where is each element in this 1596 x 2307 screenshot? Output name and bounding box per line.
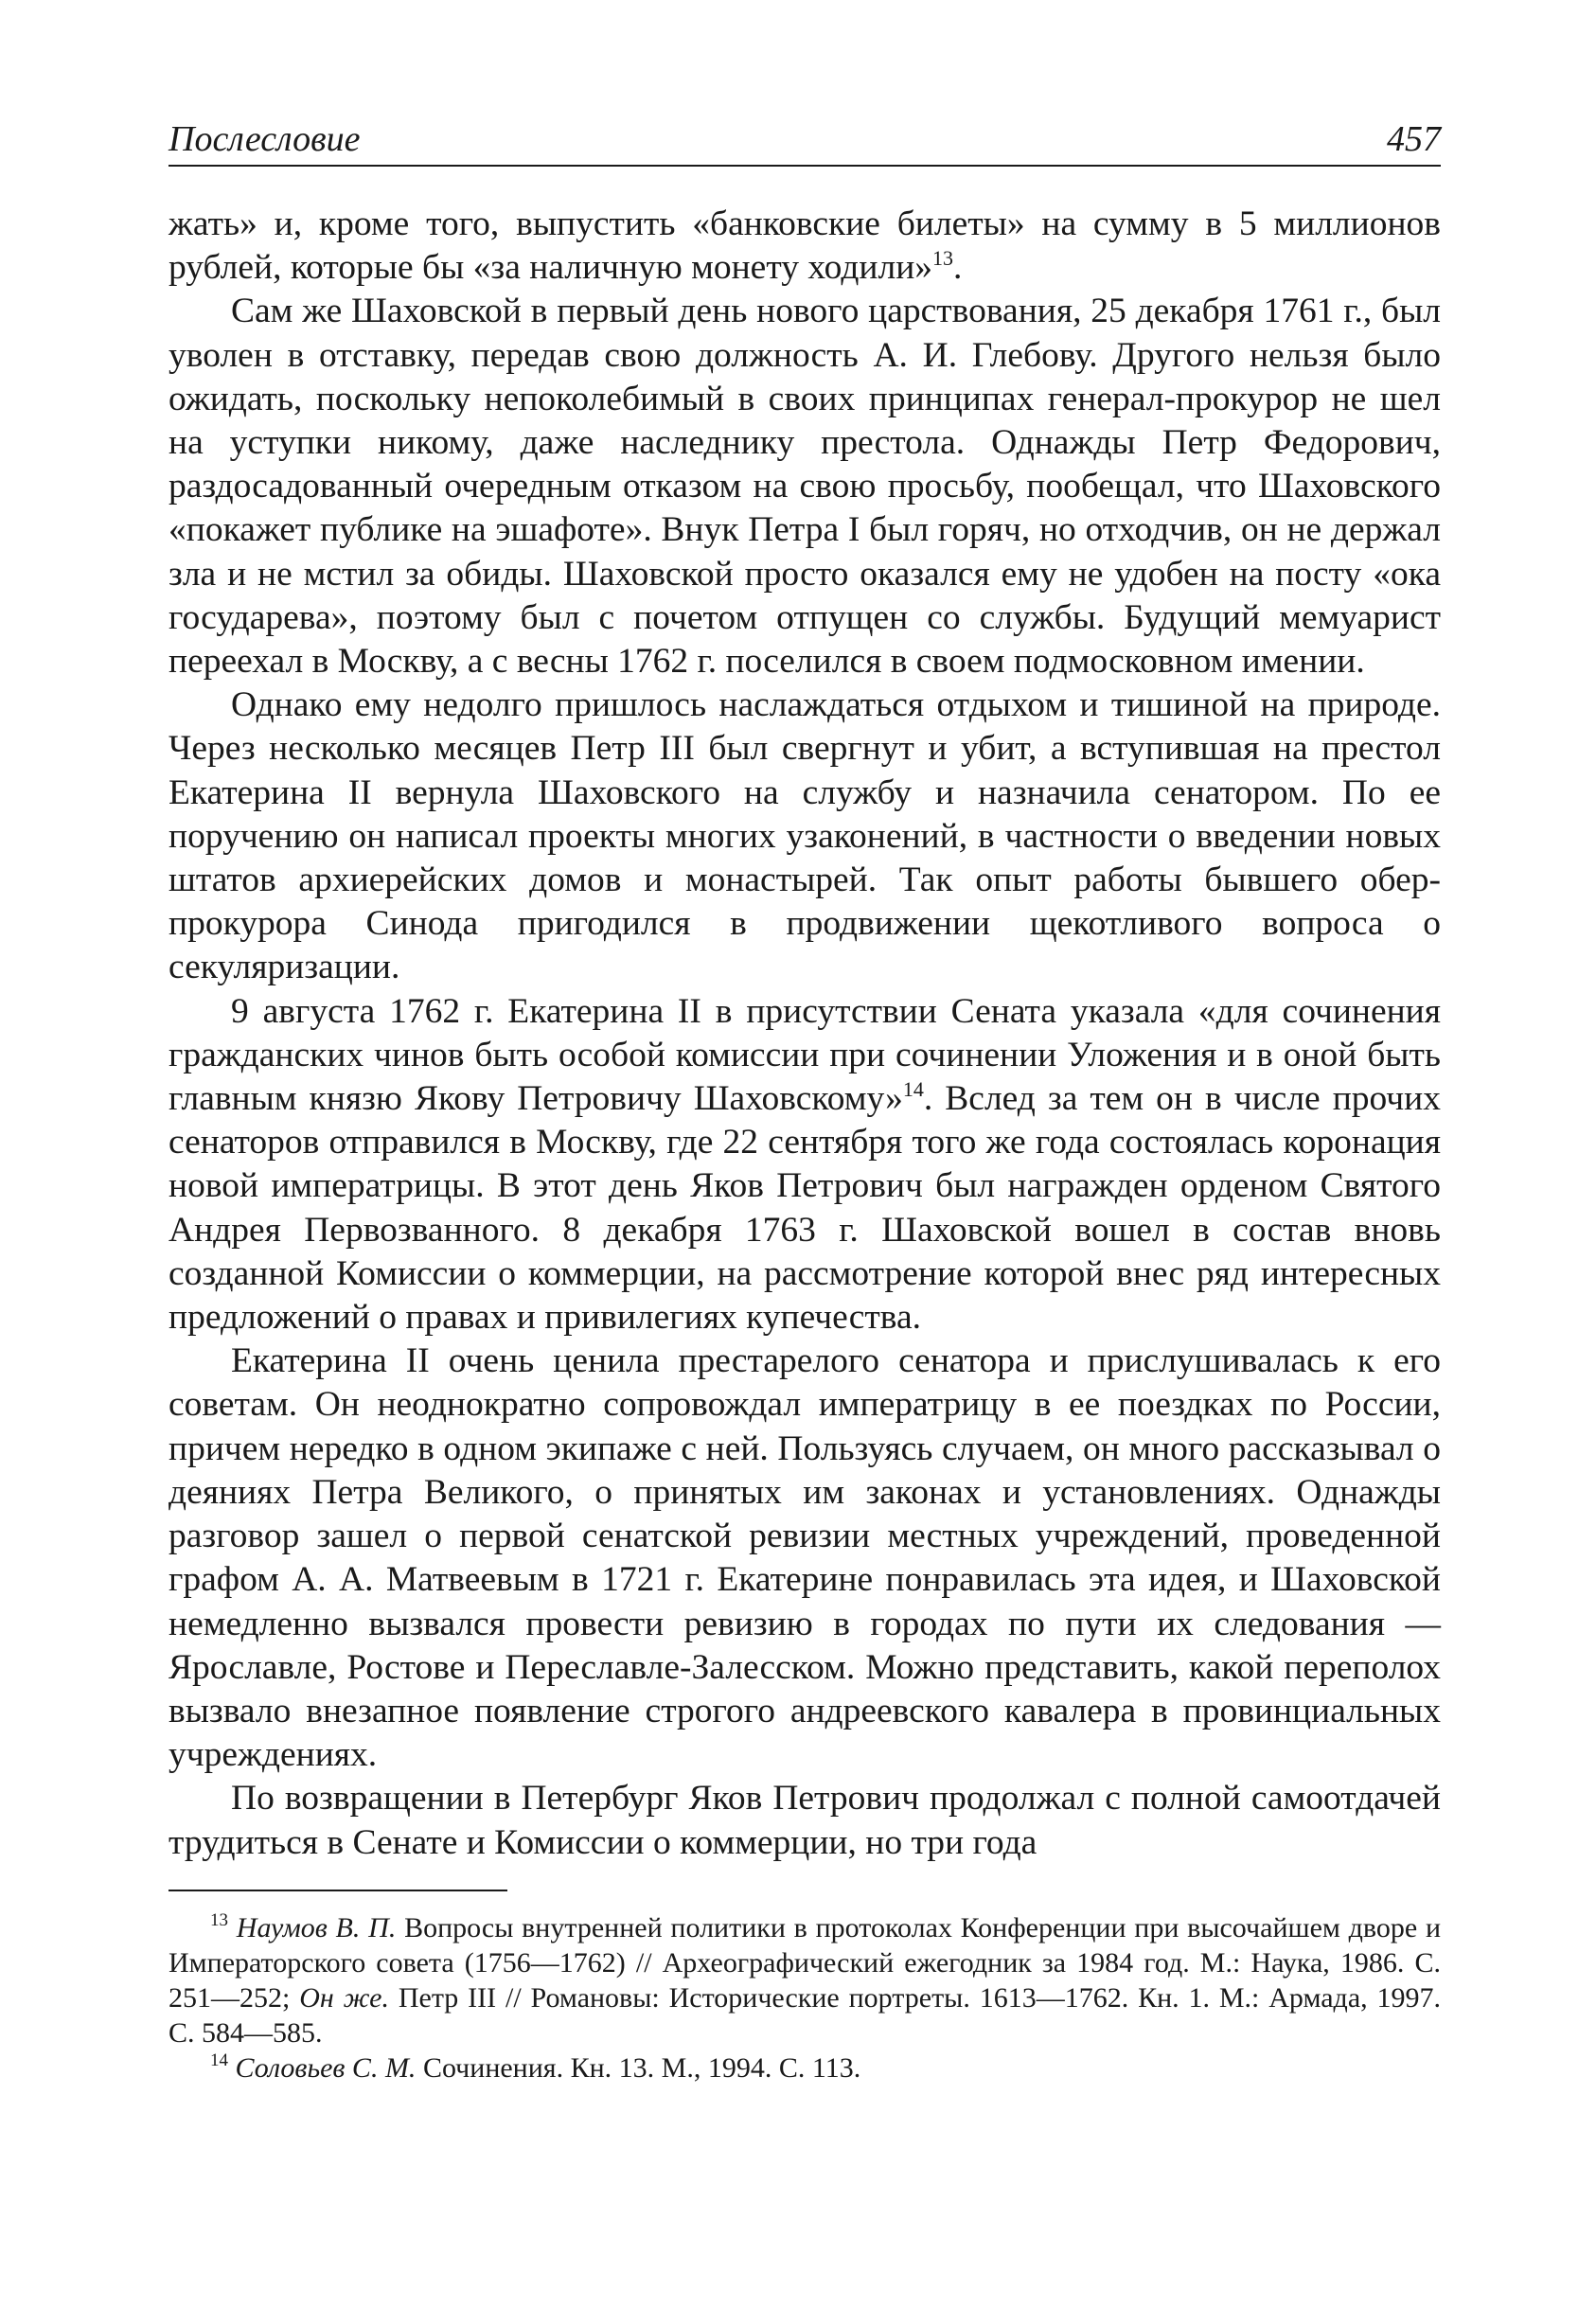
footnote-author: Соловьев С. М. <box>235 2051 417 2084</box>
footnote-author: Наумов В. П. <box>236 1911 397 1943</box>
running-header <box>168 121 1441 167</box>
section-title: Послесловие <box>168 119 361 159</box>
paragraph-continuation: жать» и, кроме того, выпустить «банковские билеты» на сумму в 5 миллионов рублей, которые бы «за наличную монету ходили»$^{13}$. <box>168 204 1441 288</box>
footnote-ref-13: 13 <box>932 246 954 271</box>
footnote-13: $^{13}$ Наумов В. П. Вопросы внутренней политики в протоколах Конференции при высочайшем дворе и Императорского совета (1756—1762) // Археографический ежегодник за 1984 год. М.: Наука, 1986. С. 251—252; Он же. Петр III // Романовы: Исторические портреты. 1613—1762. Кн. 1. М.: Армада, 1997. С. 584—585. <box>168 1909 1442 2049</box>
footnote-divider <box>168 1890 507 1891</box>
paragraph: 9 августа 1762 г. Екатерина II в присутствии Сената указала «для сочинения гражданских чинов быть особой комиссии при сочинении Уложения и в оной быть главным князю Якову Петровичу Шаховскому»$^{14}$. Вслед за тем он в числе прочих сенаторов отправился в Москву, где 22 сентября того же года состоялась коронация новой императрицы. В этот день Яков Петрович был награжден орденом Святого Андрея Первозванного. 8 декабря 1763 г. Шаховской вошел в состав вновь созданной Комиссии о коммерции, на рассмотрение которой внес ряд интересных предложений о правах и привилегиях купечества. <box>168 991 1441 1338</box>
page-number: 457 <box>1387 119 1441 159</box>
page <box>168 121 1441 2085</box>
body-text <box>168 203 1441 1865</box>
paragraph: Однако ему недолго пришлось наслаждаться отдыхом и тишиной на природе. Через несколько месяцев Петр III был свергнут и убит, а вступившая на престол Екатерина II вернула Шаховского на службу и назначила сенатором. По ее поручению он написал проекты многих узаконений, в частности о введении новых штатов архиерейских домов и монастырей. Так опыт работы бывшего обер-прокурора Синода пригодился в продвижении щекотливого вопроса о секуляризации. <box>168 685 1441 987</box>
paragraph: Сам же Шаховской в первый день нового царствования, 25 декабря 1761 г., был уволен в отставку, передав свою должность А. И. Глебову. Другого нельзя было ожидать, поскольку непоколебимый в своих принципах генерал-прокурор не шел на уступки никому, даже наследнику престола. Однажды Петр Федорович, раздосадованный очередным отказом на свою просьбу, пообещал, что Шаховского «покажет публике на эшафоте». Внук Петра I был горяч, но отходчив, он не держал зла и не мстил за обиды. Шаховской просто оказался ему не удобен на посту «ока государева», поэтому был с почетом отпущен со службы. Будущий мемуарист переехал в Москву, а с весны 1762 г. поселился в своем подмосковном имении. <box>168 292 1441 682</box>
footnote-author: Он же. <box>299 1981 389 2014</box>
footnote-ref-14: 14 <box>902 1077 924 1102</box>
paragraph: По возвращении в Петербург Яков Петрович продолжал с полной самоотдачей трудиться в Сенате и Комиссии о коммерции, но три года <box>168 1779 1441 1862</box>
footnote-14: $^{14}$ Соловьев С. М. Сочинения. Кн. 13. М., 1994. С. 113. <box>210 2050 861 2084</box>
footnotes <box>168 1910 1441 2085</box>
paragraph: Екатерина II очень ценила престарелого сенатора и прислушивалась к его советам. Он неоднократно сопровождал императрицу в ее поездках по России, причем нередко в одном экипаже с ней. Пользуясь случаем, он много рассказывал о деяниях Петра Великого, о принятых им законах и установлениях. Однажды разговор зашел о первой сенатской ревизии местных учреждений, проведенной графом А. А. Матвеевым в 1721 г. Екатерине понравилась эта идея, и Шаховской немедленно вызвался провести ревизию в городах по пути их следования — Ярославле, Ростове и Переславле-Залесском. Можно представить, какой переполох вызвало внезапное появление строгого андреевского кавалера в провинциальных учреждениях. <box>168 1341 1441 1775</box>
